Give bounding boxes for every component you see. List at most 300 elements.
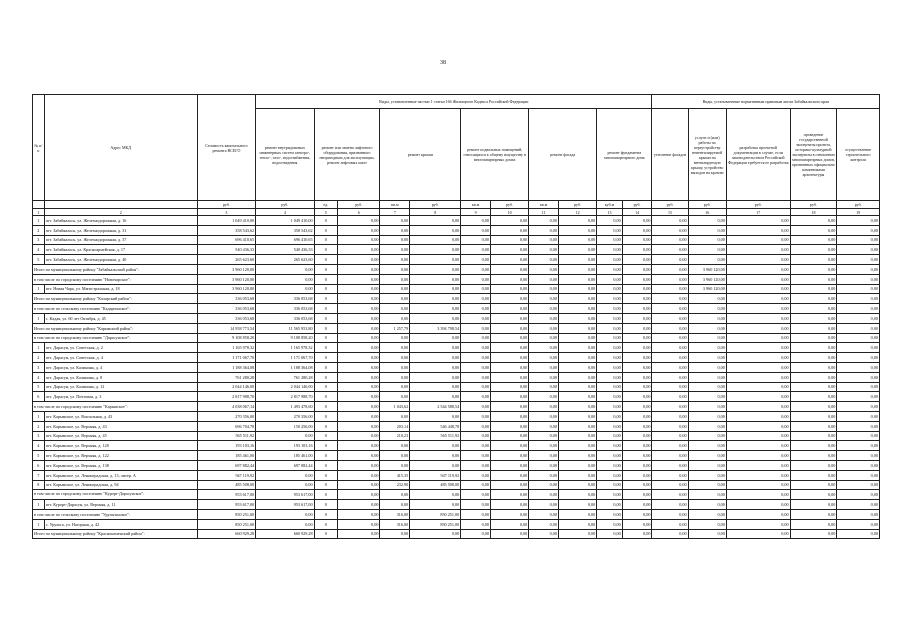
value-cell: 0,00: [622, 362, 652, 372]
value-cell: 0,00: [790, 509, 837, 519]
value-cell: 0,00: [837, 323, 880, 333]
value-cell: 0,00: [410, 255, 461, 265]
value-cell: 0,00: [688, 480, 726, 490]
unit-cell: кв.м: [529, 201, 559, 209]
value-cell: 540 436,33: [256, 245, 314, 255]
value-cell: 0,00: [652, 451, 688, 461]
col-insulation-header: утепление фасадов: [652, 109, 688, 201]
row-label: Итого по муниципальному району "Каларский район":: [33, 294, 198, 304]
value-cell: 0,00: [622, 353, 652, 363]
value-cell: 0,00: [652, 402, 688, 412]
value-cell: 0,00: [837, 255, 880, 265]
value-cell: 270 356,00: [197, 411, 255, 421]
value-cell: 0,00: [337, 460, 380, 470]
value-cell: 0,00: [837, 216, 880, 226]
value-cell: 0,00: [688, 490, 726, 500]
address-cell: пгт. Карымское, ул. Ленинградская, д. 13, литер. А: [44, 470, 197, 480]
value-cell: 0,00: [790, 411, 837, 421]
column-number: 2: [44, 209, 197, 216]
value-cell: 0,00: [558, 304, 596, 314]
address-cell: пгт. Карымское, ул. Верхняя, д. 43: [44, 421, 197, 431]
row-number: 1: [33, 343, 45, 353]
count-cell: 0: [314, 343, 337, 353]
value-cell: 0,00: [529, 490, 559, 500]
value-cell: 0,00: [490, 304, 528, 314]
value-cell: 0,00: [529, 421, 559, 431]
value-cell: 0,00: [337, 225, 380, 235]
table-row: [33, 382, 880, 392]
value-cell: 0,00: [688, 519, 726, 529]
value-cell: 0,00: [337, 451, 380, 461]
value-cell: 232,90: [380, 480, 410, 490]
value-cell: 1 188 364,08: [256, 362, 314, 372]
table-row: [33, 255, 880, 265]
unit-cell: руб.: [337, 201, 380, 209]
value-cell: 0,00: [622, 382, 652, 392]
column-number: 1: [33, 209, 45, 216]
page-number: 38: [440, 60, 446, 66]
value-cell: 0,00: [726, 216, 790, 226]
unit-cell: руб.: [622, 201, 652, 209]
capital-repair-table: [32, 94, 880, 539]
value-cell: 0,00: [337, 245, 380, 255]
subtotal-row: [33, 304, 880, 314]
value-cell: 0,00: [410, 343, 461, 353]
value-cell: 150 256,00: [256, 421, 314, 431]
value-cell: 0,00: [597, 255, 623, 265]
value-cell: 0,00: [461, 313, 491, 323]
value-cell: 0,00: [622, 441, 652, 451]
col-address-header: Адрес МКД: [44, 95, 197, 201]
value-cell: 0,00: [490, 343, 528, 353]
value-cell: 0,00: [652, 216, 688, 226]
value-cell: 0,00: [380, 392, 410, 402]
value-cell: 0,00: [410, 235, 461, 245]
value-cell: 0,00: [558, 402, 596, 412]
value-cell: 0,00: [688, 431, 726, 441]
value-cell: 0,00: [410, 451, 461, 461]
value-cell: 0,00: [837, 264, 880, 274]
value-cell: 0,00: [652, 382, 688, 392]
count-cell: 0: [314, 264, 337, 274]
value-cell: 0,00: [558, 431, 596, 441]
value-cell: 0,00: [790, 431, 837, 441]
column-number: 13: [597, 209, 623, 216]
value-cell: 660 929,28: [256, 529, 314, 539]
value-cell: 1 171 067,70: [256, 353, 314, 363]
value-cell: 0,00: [380, 274, 410, 284]
column-number: 9: [461, 209, 491, 216]
count-cell: 0: [314, 460, 337, 470]
value-cell: 0,00: [837, 333, 880, 343]
value-cell: 193 103,16: [197, 441, 255, 451]
row-number: 6: [33, 392, 45, 402]
value-cell: 0,00: [461, 372, 491, 382]
row-number: 5: [33, 451, 45, 461]
value-cell: 696 704,78: [197, 421, 255, 431]
value-cell: 0,00: [410, 284, 461, 294]
column-number: 8: [410, 209, 461, 216]
value-cell: 0,00: [652, 274, 688, 284]
value-cell: 0,00: [410, 500, 461, 510]
value-cell: 0,00: [790, 245, 837, 255]
column-number: 5: [314, 209, 337, 216]
subtotal-row: [33, 402, 880, 412]
value-cell: 0,00: [622, 264, 652, 274]
count-cell: 0: [314, 225, 337, 235]
address-cell: пгт. Дарасун, ул. Советская, д. 2: [44, 343, 197, 353]
row-number: 4: [33, 372, 45, 382]
value-cell: 0,00: [558, 470, 596, 480]
table-row: [33, 392, 880, 402]
value-cell: 0,00: [461, 509, 491, 519]
value-cell: 0,00: [688, 372, 726, 382]
column-number: 14: [622, 209, 652, 216]
value-cell: 0,00: [558, 392, 596, 402]
value-cell: 0,00: [380, 255, 410, 265]
row-number: 1: [33, 500, 45, 510]
value-cell: 0,00: [688, 392, 726, 402]
value-cell: 0,00: [461, 284, 491, 294]
value-cell: 3 960 120,00: [197, 284, 255, 294]
value-cell: 0,00: [597, 362, 623, 372]
value-cell: 1 049 410,00: [197, 216, 255, 226]
value-cell: 0,00: [652, 225, 688, 235]
value-cell: 565 511,92: [197, 431, 255, 441]
value-cell: 0,00: [837, 294, 880, 304]
value-cell: 0,00: [558, 353, 596, 363]
table-row: [33, 284, 880, 294]
value-cell: 0,00: [410, 392, 461, 402]
value-cell: 0,00: [726, 255, 790, 265]
value-cell: 0,00: [837, 392, 880, 402]
value-cell: 0,00: [726, 392, 790, 402]
value-cell: 0,00: [652, 343, 688, 353]
unit-cell: руб.: [652, 201, 688, 209]
value-cell: 0,00: [410, 304, 461, 314]
value-cell: 193 103,16: [256, 441, 314, 451]
value-cell: 336 053,68: [197, 304, 255, 314]
value-cell: 0,00: [337, 372, 380, 382]
value-cell: 0,00: [622, 333, 652, 343]
value-cell: 0,00: [490, 235, 528, 245]
value-cell: 0,00: [597, 294, 623, 304]
value-cell: 0,00: [790, 284, 837, 294]
value-cell: 761 280,28: [256, 372, 314, 382]
value-cell: 0,00: [380, 235, 410, 245]
value-cell: 0,00: [622, 529, 652, 539]
column-number: 6: [337, 209, 380, 216]
address-cell: пгт. Карымское, ул. Верхняя, д. 120: [44, 441, 197, 451]
value-cell: 0,00: [790, 500, 837, 510]
value-cell: 0,00: [688, 294, 726, 304]
value-cell: 0,00: [652, 353, 688, 363]
subtotal-row: [33, 294, 880, 304]
value-cell: 0,00: [597, 235, 623, 245]
value-cell: 1 165 978,32: [256, 343, 314, 353]
value-cell: 0,00: [837, 451, 880, 461]
value-cell: 0,00: [597, 264, 623, 274]
table-row: [33, 500, 880, 510]
value-cell: 0,00: [652, 264, 688, 274]
value-cell: 0,00: [622, 402, 652, 412]
value-cell: 0,00: [410, 225, 461, 235]
value-cell: 0,00: [652, 529, 688, 539]
value-cell: 0,00: [726, 519, 790, 529]
value-cell: 0,00: [622, 480, 652, 490]
unit-cell: руб.: [256, 201, 314, 209]
value-cell: 0,00: [490, 480, 528, 490]
count-cell: 0: [314, 519, 337, 529]
value-cell: 0,00: [597, 313, 623, 323]
value-cell: 0,00: [837, 500, 880, 510]
value-cell: 0,00: [410, 460, 461, 470]
unit-cell: руб.: [688, 201, 726, 209]
table-row: [33, 451, 880, 461]
value-cell: 0,00: [837, 529, 880, 539]
value-cell: 0,00: [410, 245, 461, 255]
value-cell: 0,00: [597, 431, 623, 441]
value-cell: 0,00: [652, 392, 688, 402]
value-cell: 660 929,28: [197, 529, 255, 539]
value-cell: 0,00: [410, 529, 461, 539]
column-number: 19: [837, 209, 880, 216]
group-header-regional: Виды, установленные нормативным правовым актом Забайкальского края: [652, 95, 880, 109]
unit-cell: руб.: [558, 201, 596, 209]
value-cell: 0,00: [256, 274, 314, 284]
value-cell: 0,00: [790, 235, 837, 245]
value-cell: 0,00: [410, 333, 461, 343]
value-cell: 0,00: [597, 460, 623, 470]
value-cell: 0,00: [726, 333, 790, 343]
value-cell: 0,00: [337, 353, 380, 363]
value-cell: 0,00: [790, 294, 837, 304]
value-cell: 0,00: [597, 500, 623, 510]
value-cell: 953 617,00: [197, 490, 255, 500]
value-cell: 0,00: [529, 294, 559, 304]
column-number: 16: [688, 209, 726, 216]
value-cell: 0,00: [652, 362, 688, 372]
count-cell: 0: [314, 421, 337, 431]
value-cell: 0,00: [688, 304, 726, 314]
value-cell: 0,00: [337, 519, 380, 529]
row-number: 4: [33, 441, 45, 451]
value-cell: 0,00: [726, 421, 790, 431]
value-cell: 0,00: [597, 470, 623, 480]
value-cell: 0,00: [337, 470, 380, 480]
value-cell: 0,00: [380, 264, 410, 274]
value-cell: 0,00: [558, 274, 596, 284]
count-cell: 0: [314, 431, 337, 441]
table-row: [33, 441, 880, 451]
value-cell: 0,00: [622, 421, 652, 431]
value-cell: 0,00: [837, 362, 880, 372]
value-cell: 0,00: [790, 274, 837, 284]
value-cell: 0,00: [837, 343, 880, 353]
value-cell: 0,00: [837, 441, 880, 451]
value-cell: 358 543,62: [197, 225, 255, 235]
value-cell: 0,00: [726, 529, 790, 539]
col-control-header: осуществление строительного контроля: [837, 109, 880, 201]
value-cell: 0,00: [256, 284, 314, 294]
value-cell: 0,00: [597, 382, 623, 392]
value-cell: 0,00: [380, 304, 410, 314]
value-cell: 0,00: [688, 225, 726, 235]
value-cell: 0,00: [726, 313, 790, 323]
value-cell: 0,00: [558, 343, 596, 353]
value-cell: 9 108 858,20: [256, 333, 314, 343]
value-cell: 0,00: [652, 421, 688, 431]
value-cell: 0,00: [837, 353, 880, 363]
value-cell: 0,00: [622, 323, 652, 333]
column-number: 7: [380, 209, 410, 216]
value-cell: 485 508,00: [410, 480, 461, 490]
value-cell: 0,00: [529, 304, 559, 314]
value-cell: 1 257,79: [380, 323, 410, 333]
value-cell: 0,00: [726, 353, 790, 363]
value-cell: 0,00: [380, 529, 410, 539]
value-cell: 0,00: [558, 323, 596, 333]
value-cell: 0,00: [256, 470, 314, 480]
value-cell: 0,00: [490, 529, 528, 539]
value-cell: 0,00: [726, 225, 790, 235]
subtotal-row: [33, 529, 880, 539]
value-cell: 0,00: [688, 411, 726, 421]
value-cell: 0,00: [652, 431, 688, 441]
col-docs-header: разработка проектной документации в случае, если законодательством Российской Федерации требуется ее разработка: [726, 109, 790, 201]
unit-cell: руб.: [790, 201, 837, 209]
value-cell: 0,00: [652, 294, 688, 304]
value-cell: 697 882,44: [197, 460, 255, 470]
table-row: [33, 519, 880, 529]
value-cell: 0,00: [726, 509, 790, 519]
value-cell: 0,00: [380, 500, 410, 510]
value-cell: 0,00: [688, 382, 726, 392]
value-cell: 0,00: [461, 235, 491, 245]
value-cell: 0,00: [490, 411, 528, 421]
row-number: 4: [33, 245, 45, 255]
value-cell: 1 043,62: [380, 402, 410, 412]
value-cell: 0,00: [622, 225, 652, 235]
value-cell: 0,00: [410, 372, 461, 382]
value-cell: 0,00: [380, 372, 410, 382]
value-cell: 0,00: [461, 343, 491, 353]
value-cell: 2 817 988,70: [197, 392, 255, 402]
value-cell: 0,00: [490, 431, 528, 441]
value-cell: 0,00: [380, 284, 410, 294]
value-cell: 0,00: [380, 451, 410, 461]
value-cell: 947 119,92: [410, 470, 461, 480]
value-cell: 2 544 588,54: [410, 402, 461, 412]
value-cell: 0,00: [726, 235, 790, 245]
address-cell: с. Урульга, ул. Нагорная, д. 42: [44, 519, 197, 529]
value-cell: 0,00: [597, 304, 623, 314]
value-cell: 0,00: [529, 500, 559, 510]
value-cell: 0,00: [837, 245, 880, 255]
value-cell: 336 053,68: [197, 294, 255, 304]
table-body: [33, 216, 880, 539]
value-cell: 0,00: [410, 441, 461, 451]
value-cell: 0,00: [597, 451, 623, 461]
value-cell: 0,00: [410, 216, 461, 226]
value-cell: 0,00: [490, 441, 528, 451]
value-cell: 0,00: [837, 284, 880, 294]
value-cell: 0,00: [652, 509, 688, 519]
value-cell: 0,00: [380, 294, 410, 304]
row-number: 1: [33, 519, 45, 529]
value-cell: 0,00: [558, 225, 596, 235]
table-row: [33, 480, 880, 490]
value-cell: 953 617,00: [256, 490, 314, 500]
value-cell: 0,00: [490, 509, 528, 519]
row-label: в том числе по городскому поселению "Новочарское":: [33, 274, 198, 284]
value-cell: 0,00: [337, 480, 380, 490]
value-cell: 0,00: [558, 529, 596, 539]
row-number: 8: [33, 480, 45, 490]
value-cell: 0,00: [461, 362, 491, 372]
value-cell: 0,00: [490, 500, 528, 510]
count-cell: 0: [314, 382, 337, 392]
value-cell: 0,00: [837, 431, 880, 441]
value-cell: 0,00: [558, 382, 596, 392]
value-cell: 0,00: [597, 323, 623, 333]
value-cell: 0,00: [837, 519, 880, 529]
value-cell: 0,00: [337, 216, 380, 226]
value-cell: 0,00: [461, 255, 491, 265]
value-cell: 0,00: [652, 519, 688, 529]
table-row: [33, 372, 880, 382]
value-cell: 0,00: [688, 343, 726, 353]
row-number: 1: [33, 313, 45, 323]
row-number: 1: [33, 216, 45, 226]
address-cell: пгт. Дарасун, ул. Калинина, д. 12: [44, 382, 197, 392]
value-cell: 0,00: [790, 441, 837, 451]
value-cell: 0,00: [461, 382, 491, 392]
value-cell: 0,00: [337, 441, 380, 451]
value-cell: 0,00: [461, 245, 491, 255]
row-number: 2: [33, 225, 45, 235]
value-cell: 0,00: [410, 313, 461, 323]
value-cell: 11 565 953,80: [256, 323, 314, 333]
value-cell: 0,00: [622, 245, 652, 255]
value-cell: 0,00: [558, 441, 596, 451]
address-cell: пгт. Забайкальск, ул. Железнодорожная, д. 16: [44, 216, 197, 226]
column-number: 17: [726, 209, 790, 216]
value-cell: 0,00: [529, 460, 559, 470]
value-cell: 0,00: [380, 411, 410, 421]
value-cell: 0,00: [490, 274, 528, 284]
value-cell: 0,00: [461, 451, 491, 461]
value-cell: 0,00: [726, 304, 790, 314]
value-cell: 0,00: [337, 402, 380, 412]
address-cell: пгт. Дарасун, ул. Советская, д. 4: [44, 353, 197, 363]
value-cell: 0,00: [597, 392, 623, 402]
value-cell: 0,00: [529, 284, 559, 294]
value-cell: 0,00: [622, 284, 652, 294]
value-cell: 0,00: [529, 411, 559, 421]
value-cell: 0,00: [490, 372, 528, 382]
value-cell: 0,00: [558, 451, 596, 461]
value-cell: 0,00: [529, 519, 559, 529]
value-cell: 0,00: [790, 519, 837, 529]
value-cell: 3 960 120,00: [197, 274, 255, 284]
value-cell: 0,00: [380, 460, 410, 470]
value-cell: 0,00: [529, 235, 559, 245]
value-cell: 0,00: [380, 216, 410, 226]
row-label: в том числе по городскому поселению "Дарасунское":: [33, 333, 198, 343]
value-cell: 0,00: [529, 353, 559, 363]
value-cell: 0,00: [558, 255, 596, 265]
